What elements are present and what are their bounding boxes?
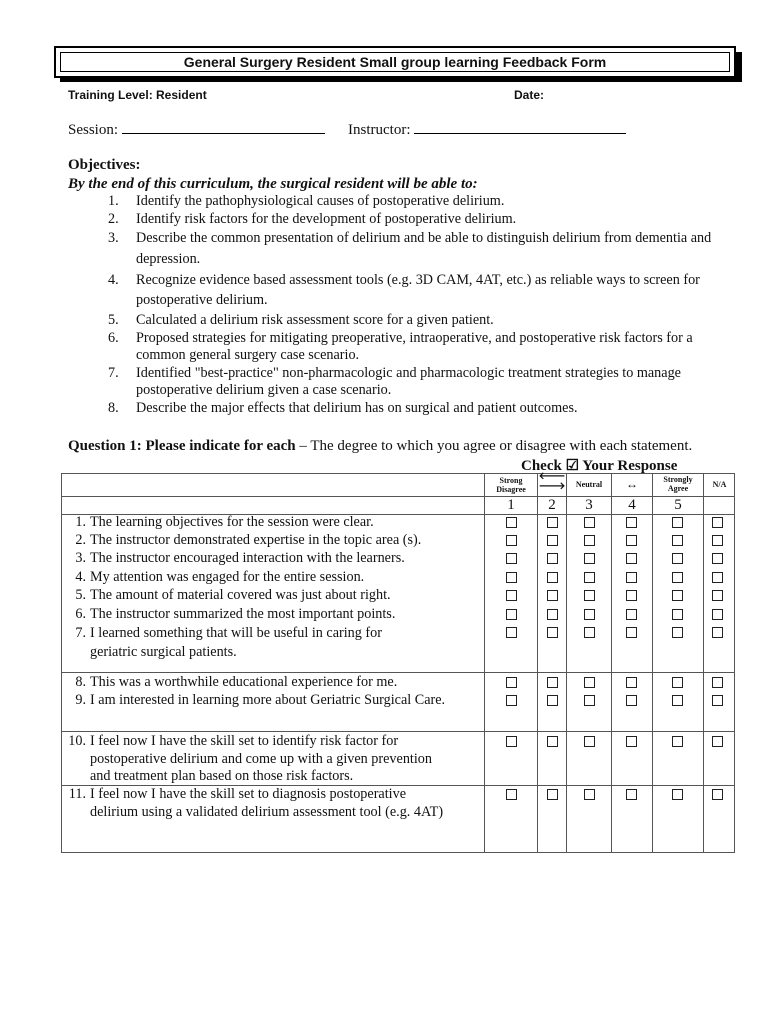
response-checkbox[interactable] [506, 695, 517, 706]
response-checkbox[interactable] [626, 789, 637, 800]
title-box [54, 46, 736, 78]
response-checkbox[interactable] [672, 535, 683, 546]
objectives-heading: Objectives: [68, 157, 141, 173]
response-checkbox[interactable] [712, 517, 723, 528]
column-divider [611, 474, 612, 852]
statement-row: 2. The instructor demonstrated expertise in the topic area (s). [75, 532, 422, 548]
response-checkbox[interactable] [584, 517, 595, 528]
statement-row: 1. The learning objectives for the session were clear. [75, 514, 374, 530]
response-checkbox[interactable] [584, 609, 595, 620]
column-divider [703, 474, 704, 852]
statement-row: 9. I am interested in learning more about Geriatric Surgical Care. [75, 692, 446, 708]
objective-item: 8. Describe the major effects that delirium has on surgical and patient outcomes. [108, 399, 578, 416]
response-checkbox[interactable] [506, 789, 517, 800]
response-checkbox[interactable] [672, 609, 683, 620]
response-checkbox[interactable] [672, 553, 683, 564]
response-checkbox[interactable] [506, 517, 517, 528]
statement-row: 11. I feel now I have the skill set to diagnosis postoperative delirium using a validated delirium assessment tool (e.g. 4AT) [68, 786, 444, 820]
response-checkbox[interactable] [712, 535, 723, 546]
response-checkbox[interactable] [584, 590, 595, 601]
response-checkbox[interactable] [547, 590, 558, 601]
response-checkbox[interactable] [584, 677, 595, 688]
statement-row: 7. I learned something that will be useful in caring for geriatric surgical patients. [75, 625, 382, 660]
response-checkbox[interactable] [547, 677, 558, 688]
response-checkbox[interactable] [712, 609, 723, 620]
rating-table [61, 473, 735, 853]
response-checkbox[interactable] [584, 535, 595, 546]
response-checkbox[interactable] [626, 590, 637, 601]
response-checkbox[interactable] [672, 695, 683, 706]
objective-item: 7. Identified "best-practice" non-pharmacologic and pharmacologic treatment strategies to manage postoperative delirium given a case scenario. [108, 364, 681, 398]
session-field[interactable] [68, 120, 325, 139]
response-checkbox[interactable] [626, 677, 637, 688]
row-divider [62, 731, 734, 732]
response-checkbox[interactable] [547, 517, 558, 528]
training-level: Training Level: Resident [68, 88, 207, 102]
instructor-field[interactable] [348, 120, 626, 139]
response-checkbox[interactable] [547, 695, 558, 706]
response-checkbox[interactable] [712, 736, 723, 747]
response-checkbox[interactable] [626, 736, 637, 747]
response-checkbox[interactable] [506, 677, 517, 688]
date-label: Date: [514, 88, 545, 102]
response-checkbox[interactable] [547, 553, 558, 564]
row-divider [62, 672, 734, 673]
header-neutral: Neutral [575, 480, 603, 489]
response-checkbox[interactable] [506, 535, 517, 546]
session-label: Session: [68, 122, 119, 138]
response-checkbox[interactable] [547, 627, 558, 638]
statement-row: 10. I feel now I have the skill set to identify risk factor for postoperative delirium and come up with a given prevention and treatment plan based on those risk factors. [68, 733, 432, 784]
response-checkbox[interactable] [712, 677, 723, 688]
header-arrows-icon: 🡐 🡒 [538, 471, 566, 492]
response-checkbox[interactable] [672, 677, 683, 688]
response-checkbox[interactable] [626, 553, 637, 564]
session-blank[interactable] [122, 120, 325, 134]
response-checkbox[interactable] [672, 789, 683, 800]
response-checkbox[interactable] [672, 590, 683, 601]
response-checkbox[interactable] [506, 736, 517, 747]
response-checkbox[interactable] [506, 609, 517, 620]
response-checkbox[interactable] [626, 535, 637, 546]
statement-row: 8. This was a worthwhile educational experience for me. [75, 674, 398, 690]
response-checkbox[interactable] [547, 572, 558, 583]
response-checkbox[interactable] [547, 535, 558, 546]
response-checkbox[interactable] [626, 572, 637, 583]
question-1-text: – The degree to which you agree or disagree with each statement. [295, 438, 693, 454]
form-title: General Surgery Resident Small group learning Feedback Form [60, 52, 730, 72]
header-na: N/A [712, 480, 727, 489]
response-checkbox[interactable] [506, 553, 517, 564]
column-divider [566, 474, 567, 852]
statement-row: 3. The instructor encouraged interaction with the learners. [75, 550, 405, 566]
response-checkbox[interactable] [547, 789, 558, 800]
scale-number: 2 [548, 497, 556, 513]
objective-item: 5. Calculated a delirium risk assessment score for a given patient. [108, 312, 494, 328]
response-checkbox[interactable] [584, 789, 595, 800]
response-checkbox[interactable] [712, 572, 723, 583]
response-checkbox[interactable] [584, 572, 595, 583]
response-checkbox[interactable] [547, 609, 558, 620]
statement-row: 5. The amount of material covered was just about right. [75, 587, 391, 603]
response-checkbox[interactable] [626, 517, 637, 528]
response-checkbox[interactable] [672, 517, 683, 528]
statement-row: 6. The instructor summarized the most important points. [75, 606, 396, 622]
response-checkbox[interactable] [626, 609, 637, 620]
response-checkbox[interactable] [626, 695, 637, 706]
objectives-intro: By the end of this curriculum, the surgical resident will be able to: [68, 176, 478, 192]
statement-row: 4. My attention was engaged for the entire session. [75, 569, 365, 585]
response-checkbox[interactable] [584, 627, 595, 638]
response-checkbox[interactable] [584, 553, 595, 564]
check-response-label: Check ☑ Your Response [521, 458, 678, 474]
question-1 [68, 438, 692, 455]
response-checkbox[interactable] [712, 695, 723, 706]
column-divider [652, 474, 653, 852]
response-checkbox[interactable] [672, 572, 683, 583]
response-checkbox[interactable] [712, 627, 723, 638]
scale-number: 5 [674, 497, 682, 513]
objective-item: 2. Identify risk factors for the development of postoperative delirium. [108, 210, 517, 227]
response-checkbox[interactable] [584, 736, 595, 747]
response-checkbox[interactable] [584, 695, 595, 706]
scale-number: 1 [507, 497, 515, 513]
response-checkbox[interactable] [712, 789, 723, 800]
response-checkbox[interactable] [506, 572, 517, 583]
question-1-bold: Question 1: Please indicate for each [68, 438, 296, 454]
objective-item: 6. Proposed strategies for mitigating preoperative, intraoperative, and postoperative risk factors for a common general surgery case scenario. [108, 329, 693, 363]
response-checkbox[interactable] [712, 590, 723, 601]
header-bidirectional-icon: ↔ [626, 477, 638, 491]
column-divider [537, 474, 538, 852]
scale-number: 3 [585, 497, 593, 513]
response-checkbox[interactable] [672, 736, 683, 747]
instructor-label: Instructor: [348, 122, 411, 138]
header-strong-disagree: Strong Disagree [496, 476, 526, 494]
response-checkbox[interactable] [712, 553, 723, 564]
response-checkbox[interactable] [547, 736, 558, 747]
objectives-list [108, 193, 728, 417]
objective-item: 3. Describe the common presentation of delirium and be able to distinguish delirium from dementia and depression. [108, 230, 712, 267]
instructor-blank[interactable] [414, 120, 626, 134]
objective-item: 1. Identify the pathophysiological causes of postoperative delirium. [108, 193, 505, 209]
response-checkbox[interactable] [626, 627, 637, 638]
response-checkbox[interactable] [672, 627, 683, 638]
header-strongly-agree: Strongly Agree [663, 475, 693, 493]
objective-item: 4. Recognize evidence based assessment tools (e.g. 3D CAM, 4AT, etc.) as reliable ways to screen for postoperative delirium. [108, 272, 700, 308]
response-checkbox[interactable] [506, 627, 517, 638]
form-title-banner [54, 46, 742, 82]
response-checkbox[interactable] [506, 590, 517, 601]
scale-number: 4 [628, 497, 636, 513]
